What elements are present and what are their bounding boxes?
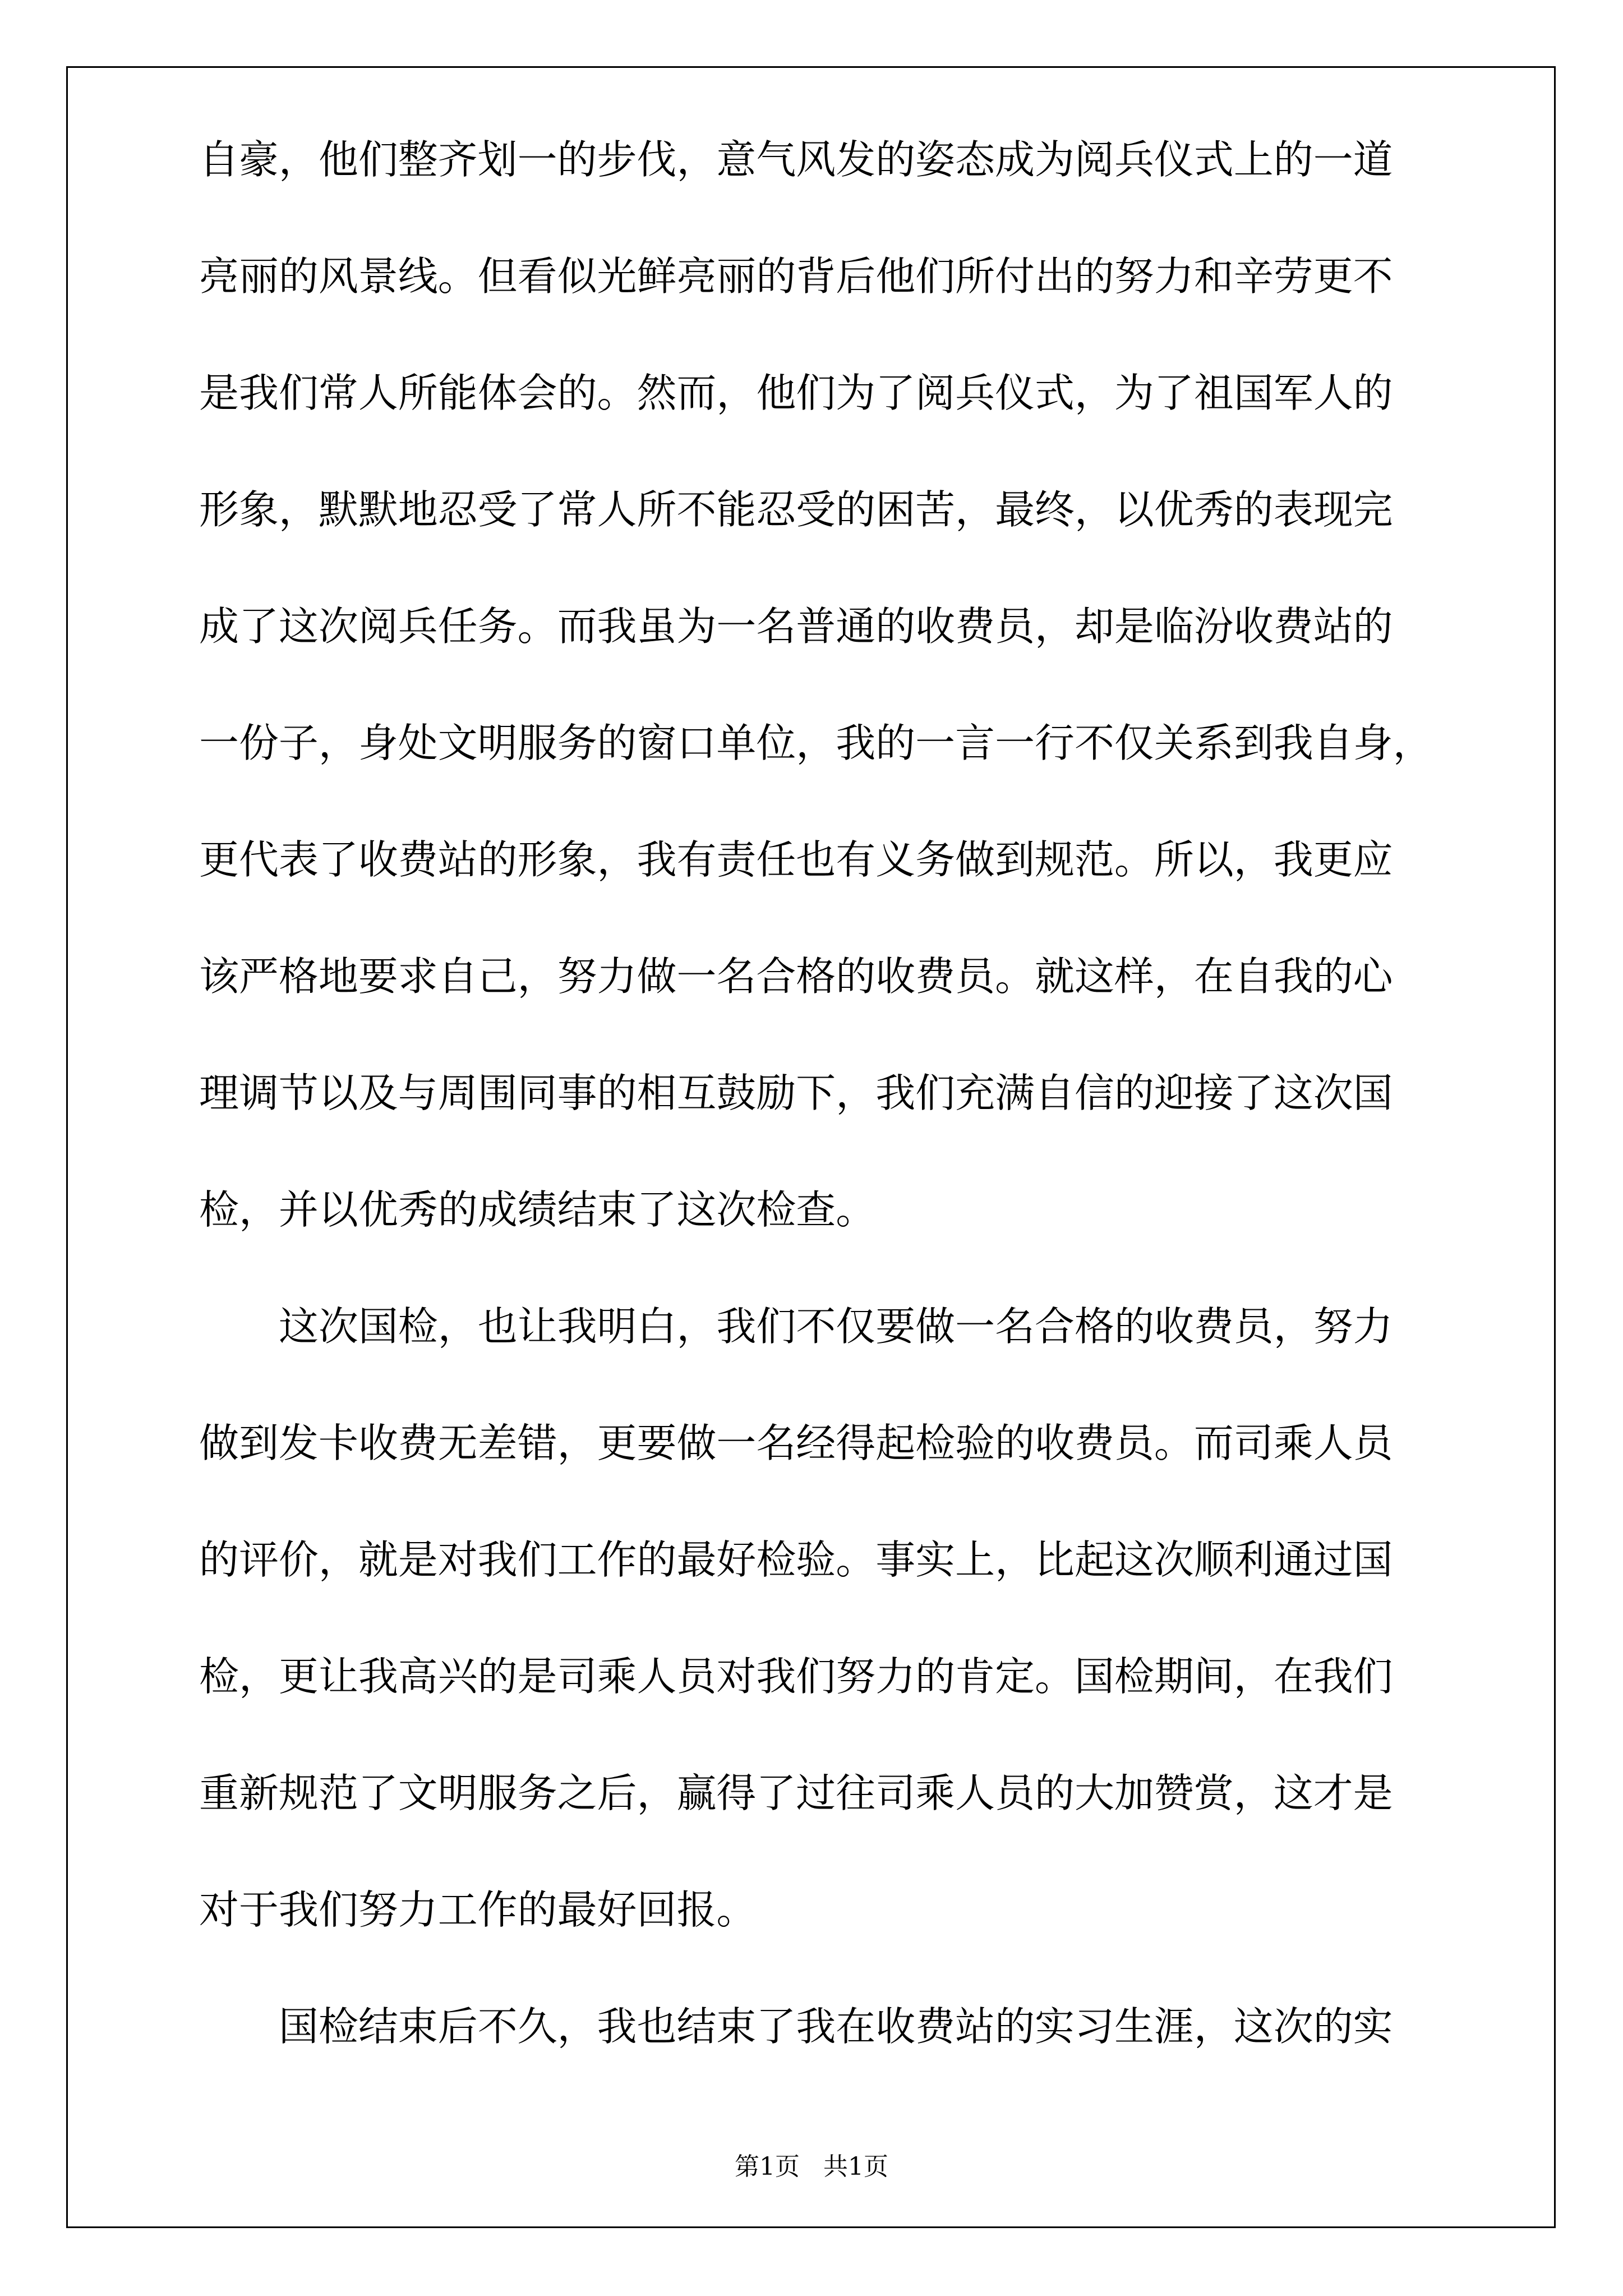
page-number-footer: 第1页 共1页: [735, 2152, 888, 2181]
text-line: 检，更让我高兴的是司乘人员对我们努力的肯定。国检期间，在我们: [199, 1653, 1393, 1700]
text-line: 亮丽的风景线。但看似光鲜亮丽的背后他们所付出的努力和辛劳更不: [199, 253, 1393, 300]
text-line: 成了这次阅兵任务。而我虽为一名普通的收费员，却是临汾收费站的: [199, 603, 1393, 650]
text-line: 一份子，身处文明服务的窗口单位，我的一言一行不仅关系到我自身，: [199, 720, 1433, 766]
text-line: 形象，默默地忍受了常人所不能忍受的困苦，最终，以优秀的表现完: [199, 486, 1393, 533]
text-line: 更代表了收费站的形象，我有责任也有义务做到规范。所以，我更应: [199, 836, 1393, 883]
text-line: 对于我们努力工作的最好回报。: [199, 1887, 757, 1933]
text-line: 是我们常人所能体会的。然而，他们为了阅兵仪式，为了祖国军人的: [199, 370, 1393, 416]
text-line: 的评价，就是对我们工作的最好检验。事实上，比起这次顺利通过国: [199, 1536, 1393, 1583]
text-line: 做到发卡收费无差错，更要做一名经得起检验的收费员。而司乘人员: [199, 1420, 1393, 1466]
text-line: 自豪，他们整齐划一的步伐，意气风发的姿态成为阅兵仪式上的一道: [199, 136, 1393, 183]
paragraph-first-line: 国检结束后不久，我也结束了我在收费站的实习生涯，这次的实: [278, 2003, 1393, 2050]
text-line: 理调节以及与周围同事的相互鼓励下，我们充满自信的迎接了这次国: [199, 1070, 1393, 1116]
text-line: 该严格地要求自己，努力做一名合格的收费员。就这样，在自我的心: [199, 953, 1393, 1000]
text-line: 检，并以优秀的成绩结束了这次检查。: [199, 1186, 876, 1233]
paragraph-first-line: 这次国检，也让我明白，我们不仅要做一名合格的收费员，努力: [278, 1303, 1393, 1350]
text-line: 重新规范了文明服务之后，赢得了过往司乘人员的大加赞赏，这才是: [199, 1770, 1393, 1816]
